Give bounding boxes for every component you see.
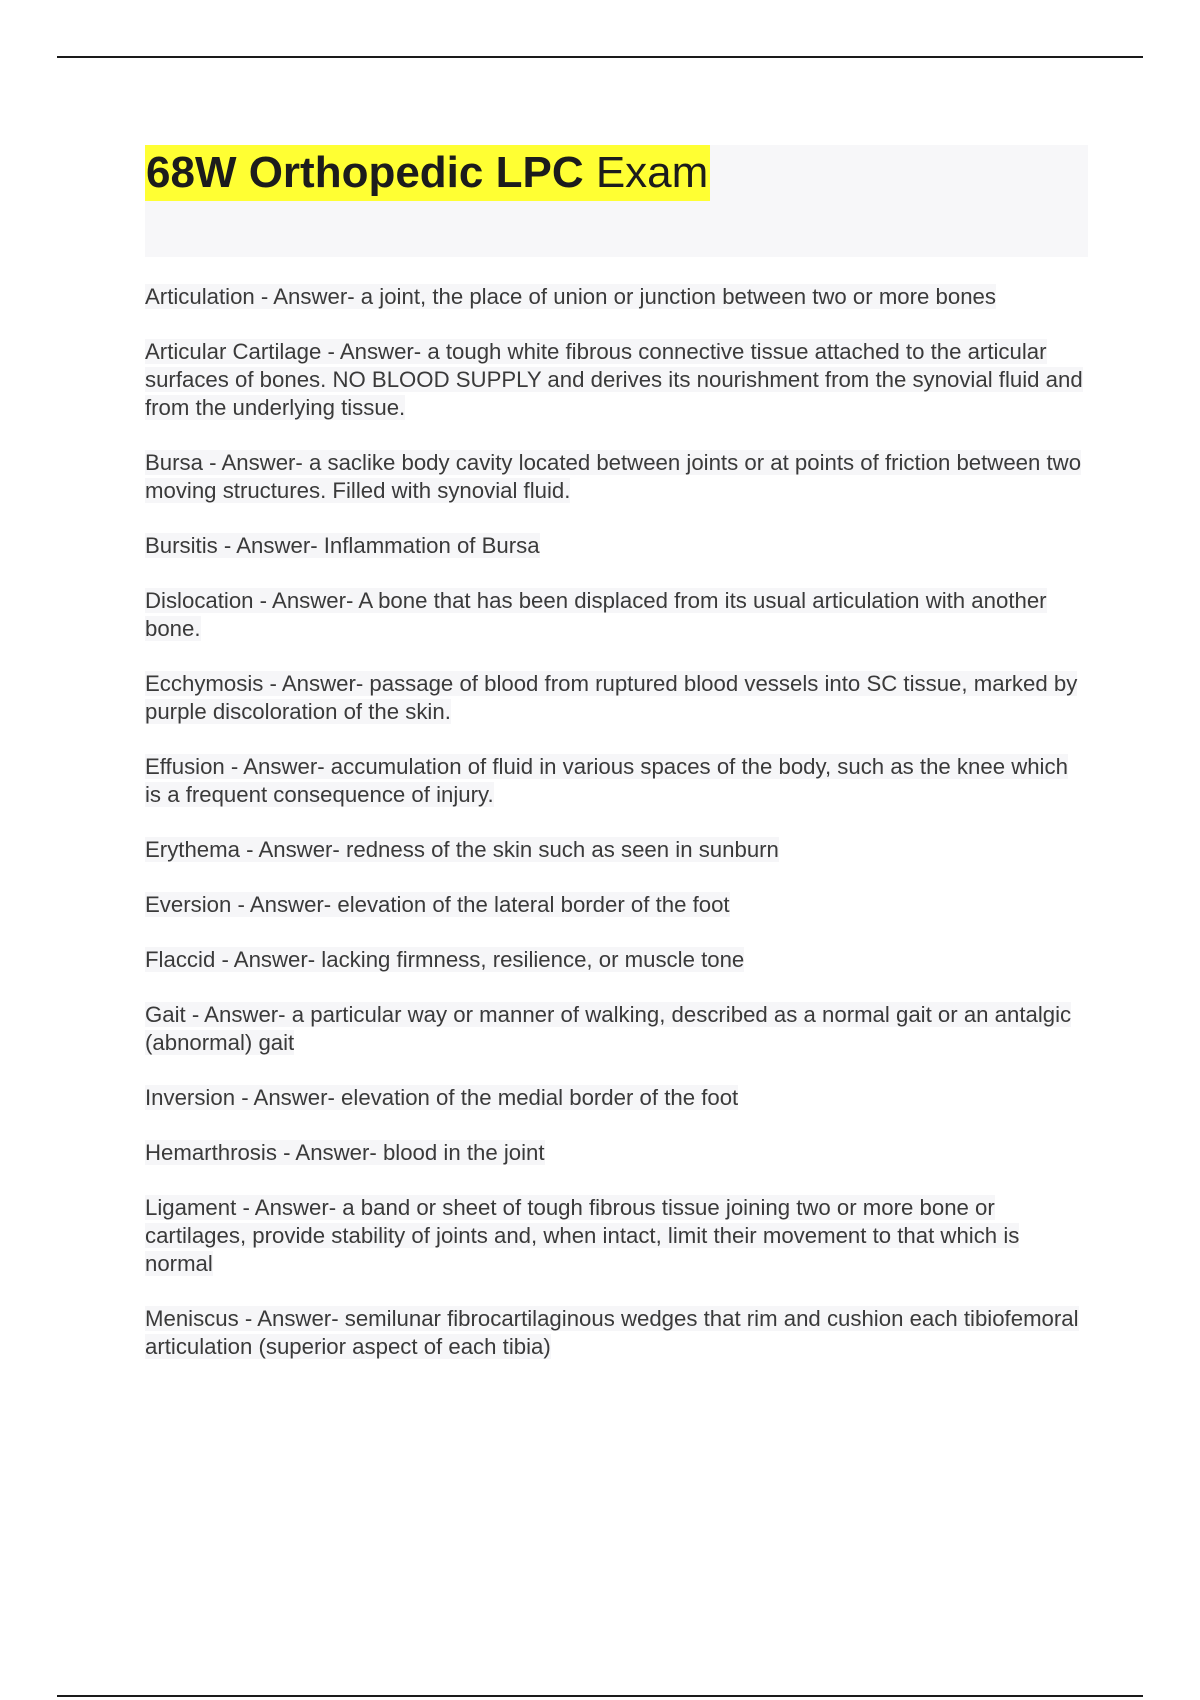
list-item — [145, 283, 1090, 311]
entry-text: Ecchymosis - Answer- passage of blood from ruptured blood vessels into SC tissue, marked by purple discoloration of the skin. — [145, 671, 1078, 724]
list-item — [145, 1001, 1090, 1057]
list-item — [145, 1139, 1090, 1167]
title-regular-part: Exam — [595, 148, 709, 197]
entry-text: Hemarthrosis - Answer- blood in the joint — [145, 1140, 545, 1165]
entry-text: Meniscus - Answer- semilunar fibrocartilaginous wedges that rim and cushion each tibiofemoral articulation (superior aspect of each tibia) — [145, 1306, 1079, 1359]
list-item — [145, 449, 1090, 505]
entry-text: Ligament - Answer- a band or sheet of tough fibrous tissue joining two or more bone or cartilages, provide stability of joints and, when intact, limit their movement to that which is normal — [145, 1195, 1020, 1276]
entry-text: Erythema - Answer- redness of the skin such as seen in sunburn — [145, 837, 779, 862]
list-item — [145, 532, 1090, 560]
bottom-rule — [57, 1695, 1143, 1697]
title-box — [145, 145, 1088, 257]
list-item — [145, 1084, 1090, 1112]
page-title — [145, 145, 710, 201]
list-item — [145, 753, 1090, 809]
entry-text: Inversion - Answer- elevation of the medial border of the foot — [145, 1085, 739, 1110]
top-rule — [57, 56, 1143, 58]
list-item — [145, 946, 1090, 974]
entry-text: Effusion - Answer- accumulation of fluid in various spaces of the body, such as the knee which is a frequent consequence of injury. — [145, 754, 1068, 807]
entry-text: Articular Cartilage - Answer- a tough white fibrous connective tissue attached to the articular surfaces of bones. NO BLOOD SUPPLY and derives its nourishment from the synovial fluid and from the underlying tissue. — [145, 339, 1083, 420]
list-item — [145, 836, 1090, 864]
entries-list — [145, 283, 1090, 1388]
entry-text: Gait - Answer- a particular way or manner of walking, described as a normal gait or an antalgic (abnormal) gait — [145, 1002, 1072, 1055]
list-item — [145, 587, 1090, 643]
list-item — [145, 1194, 1090, 1278]
entry-text: Bursitis - Answer- Inflammation of Bursa — [145, 533, 540, 558]
title-bold-part: 68W Orthopedic LPC — [146, 148, 584, 197]
entry-text: Flaccid - Answer- lacking firmness, resilience, or muscle tone — [145, 947, 745, 972]
list-item — [145, 670, 1090, 726]
list-item — [145, 891, 1090, 919]
entry-text: Dislocation - Answer- A bone that has been displaced from its usual articulation with another bone. — [145, 588, 1047, 641]
entry-text: Articulation - Answer- a joint, the place of union or junction between two or more bones — [145, 284, 996, 309]
list-item — [145, 338, 1090, 422]
list-item — [145, 1305, 1090, 1361]
entry-text: Bursa - Answer- a saclike body cavity located between joints or at points of friction between two moving structures. Filled with synovial fluid. — [145, 450, 1082, 503]
entry-text: Eversion - Answer- elevation of the lateral border of the foot — [145, 892, 730, 917]
